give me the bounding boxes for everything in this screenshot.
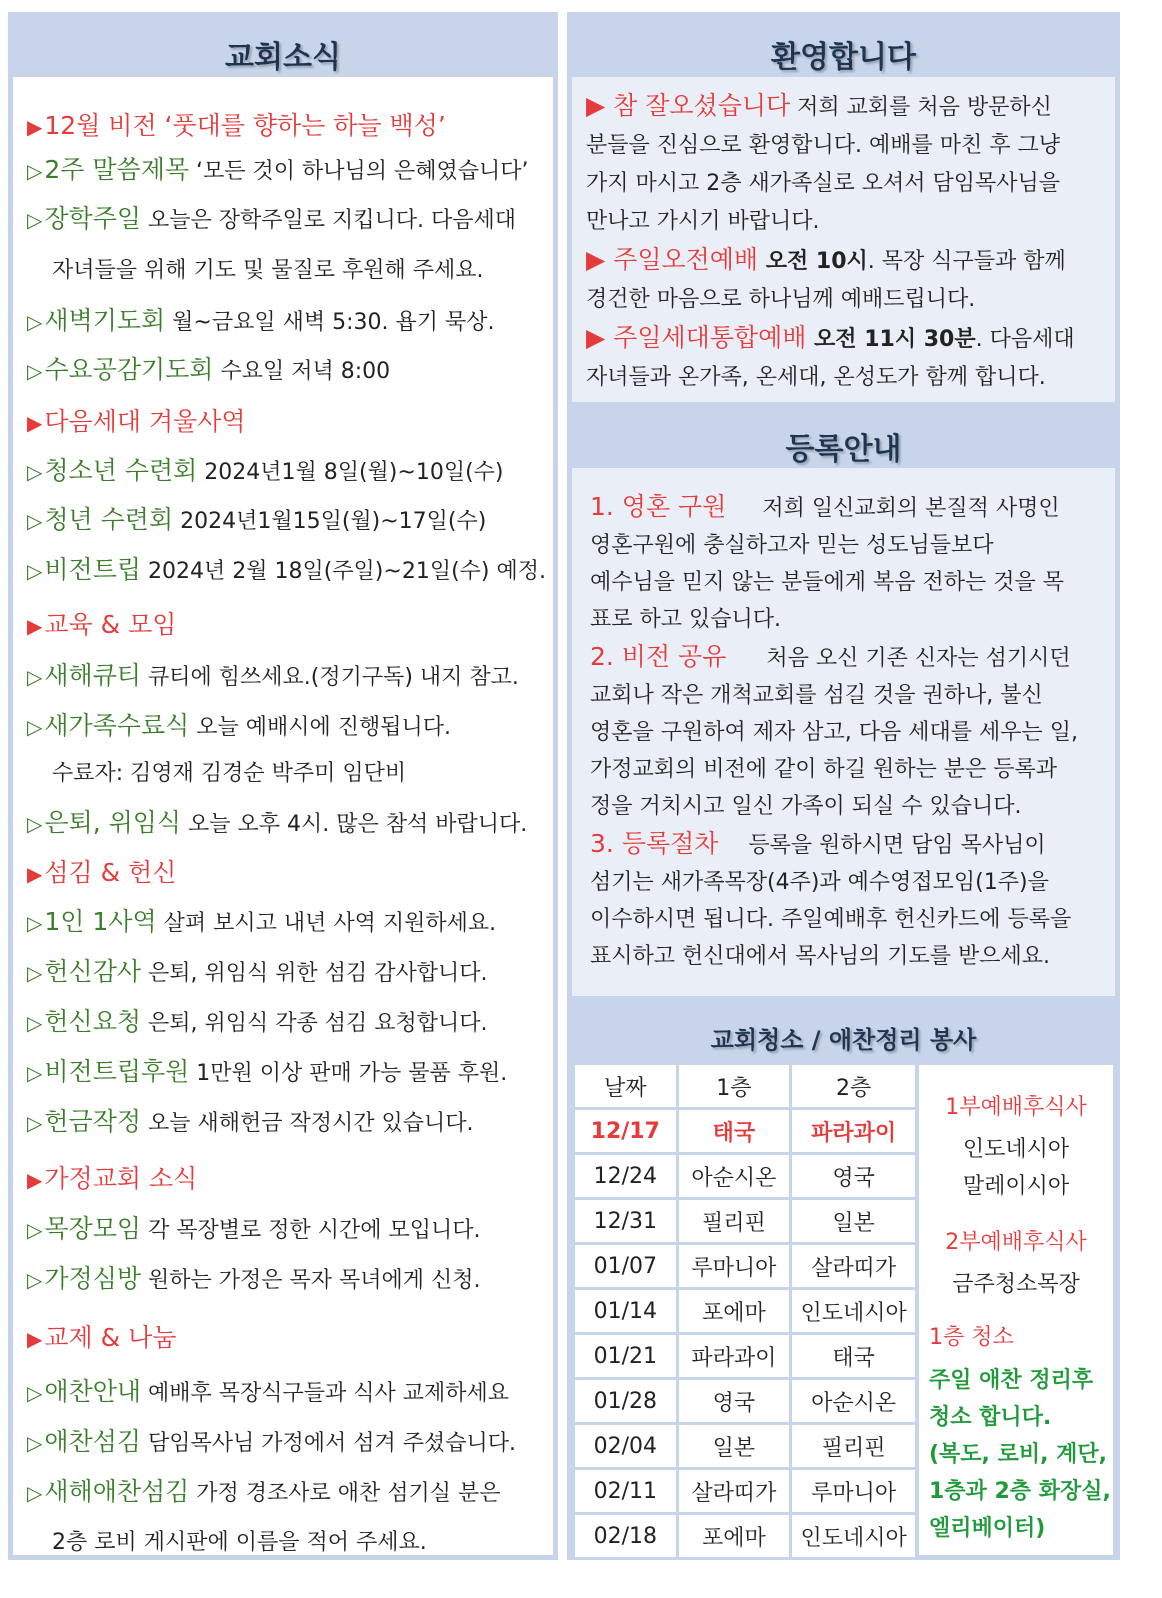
news-item-text: 은퇴, 위임식 위한 섬김 감사합니다. — [141, 961, 488, 986]
news-item-text: 예배후 목장식구들과 식사 교제하세요 — [141, 1381, 510, 1406]
table-row — [575, 1110, 915, 1152]
news-item-text: 오늘 새해헌금 작정시간 있습니다. — [141, 1111, 474, 1136]
filled-triangle-icon: ▶ — [27, 862, 43, 886]
news-item — [27, 1109, 474, 1135]
row-date: 01/28 — [575, 1380, 676, 1422]
outline-triangle-icon: ▷ — [27, 159, 43, 183]
row-floor1: 살라띠가 — [679, 1470, 790, 1512]
news-item-heading: 가정심방 — [44, 1264, 141, 1293]
news-item — [27, 1216, 481, 1242]
news-item-heading: 애찬안내 — [44, 1377, 141, 1406]
news-item-heading: 다음세대 겨울사역 — [44, 407, 246, 436]
news-item — [27, 1266, 481, 1292]
news-item-heading: 헌신감사 — [44, 957, 141, 986]
first-service-title: 1부예배후식사 — [945, 1095, 1087, 1120]
outline-triangle-icon: ▷ — [27, 1111, 43, 1135]
registration-head-1: 1. 영혼 구원 — [590, 492, 727, 521]
welcome-head-2: ▶ 주일오전예배 — [586, 245, 759, 274]
news-item-text: 원하는 가정은 목자 목녀에게 신청. — [141, 1268, 481, 1293]
news-item — [27, 206, 516, 232]
welcome-head-1: ▶ 참 잘오셨습니다 — [586, 91, 791, 120]
news-item-heading: 목장모임 — [44, 1214, 141, 1243]
table-row — [575, 1200, 915, 1242]
news-item-text: ‘모든 것이 하나님의 은혜였습니다’ — [189, 159, 529, 184]
outline-triangle-icon: ▷ — [27, 1218, 43, 1242]
floor-cleaning-title: 1층 청소 — [929, 1325, 1014, 1350]
news-item-heading: 애찬섬김 — [44, 1427, 141, 1456]
outline-triangle-icon: ▷ — [27, 1011, 43, 1035]
registration-paragraph: 1. 영혼 구원 저희 일신교회의 본질적 사명인 영혼구원에 충실하고자 믿는 성도님들보다 예수님을 믿지 않는 분들에게 복음 전하는 것을 목 표로 하고 있습니다. 2. 비전 공유 처음 오신 기존 신자는 섬기시던 교회나 작은 개척교회를 섬길 것을 권하나, 불신 영혼을 구원하여 제자 삼고, 다음 세대를 세우는 일, 가정교회의 비전에 같이 하길 원하는 분은 등록과 정을 거치시고 일신 가족이 되실 수 있습니다. 3. 등록절차 등록을 원하시면 담임 목사님이 섬기는 새가족목장(4주)과 예수영접모임(1주)을 이수하시면 됩니다. 주일예배후 헌신카드에 등록을 표시하고 헌신대에서 목사님의 기도를 받으세요. — [590, 492, 1078, 969]
outline-triangle-icon: ▷ — [27, 208, 43, 232]
row-date: 02/18 — [575, 1515, 676, 1557]
table-row — [575, 1380, 915, 1422]
news-item-heading: 2주 말씀제목 — [44, 155, 189, 184]
floor-cleaning-line-3: (복도, 로비, 계단, — [929, 1442, 1107, 1467]
news-item — [27, 458, 504, 484]
registration-head-3: 3. 등록절차 — [590, 829, 719, 858]
outline-triangle-icon: ▷ — [27, 359, 43, 383]
news-item — [27, 1059, 507, 1085]
row-date: 12/24 — [575, 1155, 676, 1197]
welcome-body — [572, 77, 1115, 402]
outline-triangle-icon: ▷ — [27, 665, 43, 689]
news-panel — [8, 12, 558, 1560]
news-item-heading: 12월 비전 ‘풋대를 향하는 하늘 백성’ — [44, 111, 446, 140]
news-item — [27, 507, 486, 533]
floor-cleaning-line-2: 청소 합니다. — [929, 1405, 1052, 1430]
row-date: 12/31 — [575, 1200, 676, 1242]
news-item — [27, 1429, 516, 1455]
cleaning-panel — [567, 1002, 1120, 1560]
news-item-text: 수료자: 김영재 김경순 박주미 임단비 — [52, 761, 407, 786]
row-floor1: 아순시온 — [679, 1155, 790, 1197]
floor-cleaning-line-4: 1층과 2층 화장실, — [929, 1479, 1111, 1504]
floor-cleaning-line-1: 주일 애찬 정리후 — [929, 1368, 1094, 1393]
row-floor2: 영국 — [792, 1155, 915, 1197]
news-item-heading: 청년 수련회 — [44, 505, 174, 534]
news-item-heading: 비전트립후원 — [44, 1057, 190, 1086]
news-item — [27, 959, 487, 985]
news-item — [27, 713, 451, 739]
news-item — [27, 1379, 509, 1405]
table-row — [575, 1425, 915, 1467]
row-floor2: 인도네시아 — [792, 1290, 915, 1332]
welcome-head-3: ▶ 주일세대통합예배 — [586, 323, 807, 352]
news-item-text: 오늘 오후 4시. 많은 참석 바랍니다. — [181, 812, 528, 837]
news-item-heading: 새해애찬섬김 — [44, 1477, 190, 1506]
news-item — [27, 663, 519, 689]
registration-body — [572, 468, 1115, 996]
registration-title: 등록안내 — [785, 432, 902, 467]
row-floor1: 포에마 — [679, 1515, 790, 1557]
outline-triangle-icon: ▷ — [27, 1481, 43, 1505]
cleaning-side-note — [919, 1065, 1113, 1555]
news-item-text: 오늘은 장학주일로 지킵니다. 다음세대 — [141, 208, 516, 233]
first-service-item-2: 말레이시아 — [962, 1174, 1070, 1199]
outline-triangle-icon: ▷ — [27, 812, 43, 836]
news-item-heading: 은퇴, 위임식 — [44, 808, 182, 837]
row-floor2: 필리핀 — [792, 1425, 915, 1467]
row-floor1: 포에마 — [679, 1290, 790, 1332]
news-item — [27, 810, 527, 836]
news-item — [52, 260, 484, 282]
registration-panel — [567, 406, 1120, 1002]
row-date: 01/07 — [575, 1245, 676, 1287]
table-row — [575, 1245, 915, 1287]
row-date: 02/11 — [575, 1470, 676, 1512]
news-item-text: 오늘 예배시에 진행됩니다. — [189, 715, 452, 740]
outline-triangle-icon: ▷ — [27, 961, 43, 985]
news-item-text: 자녀들을 위해 기도 및 물질로 후원해 주세요. — [52, 258, 484, 283]
news-body — [13, 77, 553, 1555]
news-item — [52, 763, 406, 785]
filled-triangle-icon: ▶ — [27, 1168, 43, 1192]
news-item — [27, 308, 494, 334]
news-item-heading: 비전트립 — [44, 555, 141, 584]
registration-head-2: 2. 비전 공유 — [590, 642, 727, 671]
news-item — [27, 409, 246, 435]
news-item-text: 2024년1월15일(월)~17일(수) — [173, 509, 487, 534]
table-row — [575, 1155, 915, 1197]
news-list — [27, 77, 553, 1555]
news-item-heading: 새가족수료식 — [44, 711, 190, 740]
news-item-text: 2층 로비 게시판에 이름을 적어 주세요. — [52, 1530, 427, 1555]
news-item-text: 2024년1월 8일(월)~10일(수) — [197, 460, 504, 485]
filled-triangle-icon: ▶ — [27, 1327, 43, 1351]
news-item — [27, 557, 546, 583]
row-floor1: 필리핀 — [679, 1200, 790, 1242]
row-floor2: 인도네시아 — [792, 1515, 915, 1557]
news-item-heading: 헌금작정 — [44, 1107, 141, 1136]
cleaning-header-row — [575, 1065, 915, 1107]
filled-triangle-icon: ▶ — [27, 411, 43, 435]
news-item — [27, 860, 176, 886]
header-date: 날짜 — [575, 1065, 676, 1107]
outline-triangle-icon: ▷ — [27, 715, 43, 739]
outline-triangle-icon: ▷ — [27, 559, 43, 583]
news-title: 교회소식 — [225, 40, 341, 75]
header-floor1: 1층 — [679, 1065, 790, 1107]
outline-triangle-icon: ▷ — [27, 460, 43, 484]
news-item-heading: 1인 1사역 — [44, 907, 157, 936]
outline-triangle-icon: ▷ — [27, 1268, 43, 1292]
floor-cleaning-line-5: 엘리베이터) — [929, 1516, 1046, 1541]
news-item-heading: 청소년 수련회 — [44, 456, 198, 485]
news-item-heading: 장학주일 — [44, 204, 141, 233]
news-item-text: 월~금요일 새벽 5:30. 욥기 묵상. — [165, 310, 495, 335]
row-floor1: 영국 — [679, 1380, 790, 1422]
news-item-text: 살펴 보시고 내년 사역 지원하세요. — [156, 911, 497, 936]
news-item — [27, 113, 446, 139]
news-item-text: 가정 경조사로 애찬 섬기실 분은 — [189, 1481, 501, 1506]
news-item-heading: 가정교회 소식 — [44, 1164, 198, 1193]
row-floor2: 태국 — [792, 1335, 915, 1377]
outline-triangle-icon: ▷ — [27, 1431, 43, 1455]
news-item — [27, 1325, 176, 1351]
second-service-item: 금주청소목장 — [952, 1272, 1080, 1297]
row-floor2: 파라과이 — [792, 1110, 915, 1152]
news-item-heading: 새벽기도회 — [44, 306, 166, 335]
welcome-paragraph: ▶ 참 잘오셨습니다 저희 교회를 처음 방문하신 분들을 진심으로 환영합니다. 예배를 마친 후 그냥 가지 마시고 2층 새가족실로 오셔서 담임목사님을 만나고 가시기 바랍니다. ▶ 주일오전예배 오전 10시. 목장 식구들과 함께 경건한 마음으로 하나님께 예배드립니다. ▶ 주일세대통합예배 오전 11시 30분. 다음세대 자녀들과 온가족, 온세대, 온성도가 함께 합니다. — [586, 91, 1075, 390]
row-floor2: 일본 — [792, 1200, 915, 1242]
news-item-heading: 교제 & 나눔 — [44, 1323, 177, 1352]
filled-triangle-icon: ▶ — [27, 115, 43, 139]
news-item-text: 큐티에 힘쓰세요.(정기구독) 내지 참고. — [141, 665, 519, 690]
news-item-heading: 교육 & 모임 — [44, 610, 177, 639]
welcome-panel — [567, 12, 1120, 406]
cleaning-title: 교회청소 / 애찬정리 봉사 — [710, 1026, 977, 1054]
row-date: 01/14 — [575, 1290, 676, 1332]
row-floor2: 아순시온 — [792, 1380, 915, 1422]
table-row — [575, 1335, 915, 1377]
outline-triangle-icon: ▷ — [27, 509, 43, 533]
row-floor1: 파라과이 — [679, 1335, 790, 1377]
table-row — [575, 1470, 915, 1512]
table-row — [575, 1290, 915, 1332]
outline-triangle-icon: ▷ — [27, 1381, 43, 1405]
cleaning-table — [572, 1062, 918, 1560]
welcome-title: 환영합니다 — [771, 40, 916, 75]
news-item — [27, 909, 496, 935]
news-item-text: 2024년 2월 18일(주일)~21일(수) 예정. — [141, 559, 546, 584]
news-item — [27, 1166, 197, 1192]
news-item — [27, 357, 390, 383]
outline-triangle-icon: ▷ — [27, 310, 43, 334]
news-item — [52, 1532, 427, 1554]
news-item — [27, 157, 529, 183]
table-row — [575, 1515, 915, 1557]
news-item — [27, 612, 176, 638]
row-floor1: 일본 — [679, 1425, 790, 1467]
news-item — [27, 1479, 501, 1505]
row-date: 02/04 — [575, 1425, 676, 1467]
news-item-heading: 헌신요청 — [44, 1007, 141, 1036]
first-service-item-1: 인도네시아 — [962, 1137, 1070, 1162]
news-item-text: 은퇴, 위임식 각종 섬김 요청합니다. — [141, 1011, 488, 1036]
news-item-text: 담임목사님 가정에서 섬겨 주셨습니다. — [141, 1431, 516, 1456]
news-item-heading: 수요공감기도회 — [44, 355, 214, 384]
row-date: 01/21 — [575, 1335, 676, 1377]
news-item-text: 수요일 저녁 8:00 — [213, 359, 391, 384]
news-item-heading: 섬김 & 헌신 — [44, 858, 177, 887]
outline-triangle-icon: ▷ — [27, 1061, 43, 1085]
row-floor1: 태국 — [679, 1110, 790, 1152]
outline-triangle-icon: ▷ — [27, 911, 43, 935]
news-item-heading: 새해큐티 — [44, 661, 141, 690]
row-date: 12/17 — [575, 1110, 676, 1152]
news-item-text: 1만원 이상 판매 가능 물품 후원. — [189, 1061, 508, 1086]
filled-triangle-icon: ▶ — [27, 614, 43, 638]
row-floor2: 루마니아 — [792, 1470, 915, 1512]
news-item-text: 각 목장별로 정한 시간에 모입니다. — [141, 1218, 481, 1243]
row-floor2: 살라띠가 — [792, 1245, 915, 1287]
header-floor2: 2층 — [792, 1065, 915, 1107]
news-item — [27, 1009, 487, 1035]
second-service-title: 2부예배후식사 — [945, 1230, 1087, 1255]
row-floor1: 루마니아 — [679, 1245, 790, 1287]
